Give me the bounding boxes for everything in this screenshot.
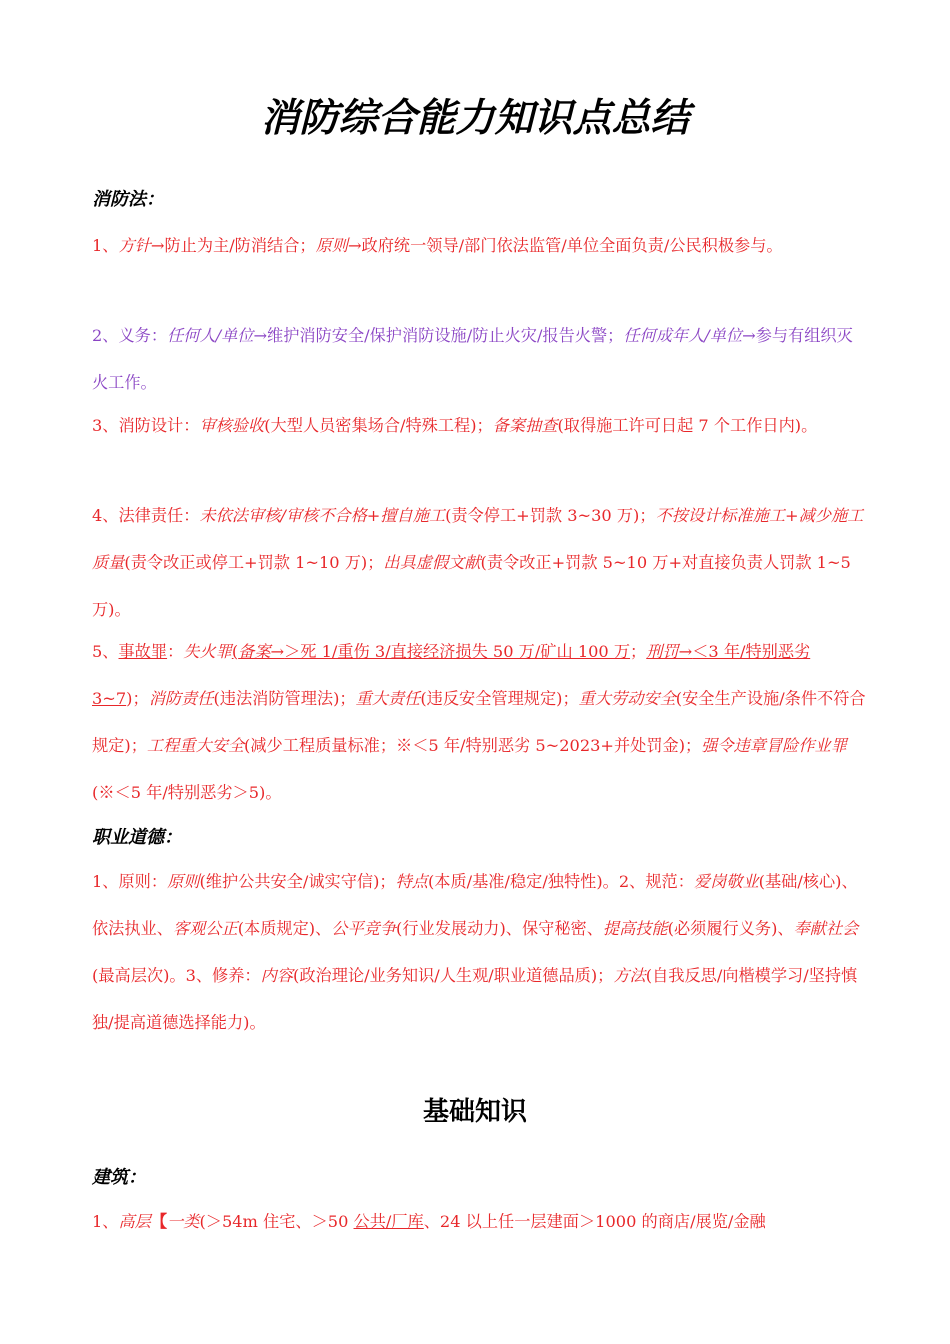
page-title: 消防综合能力知识点总结 (260, 96, 690, 141)
section-heading-fire-law: 消防法： (92, 189, 164, 210)
term: 不按设计标准施工+减少施工质量 (92, 506, 864, 572)
section-heading-basic: 基础知识 (422, 1097, 527, 1127)
term: 消防责任 (148, 689, 214, 708)
term: 备案抽查 (492, 416, 558, 435)
text: (责令停工+罚款 3~30 万)； (445, 506, 656, 525)
text: (政治理论/业务知识/人生观/职业道德品质)； (293, 966, 614, 985)
paragraph-7 (92, 1198, 872, 1245)
text: )； (126, 689, 149, 708)
text: (基础/核心)、依法执业、 (92, 872, 858, 938)
term: 方针→ (118, 236, 165, 255)
text: 公共/厂库 (353, 1212, 424, 1231)
term: 内容 (260, 966, 293, 985)
text: 【 (150, 1212, 168, 1231)
text: 政府统一领导/部门依法监管/单位全面负责/公民积极参与。 (361, 236, 783, 255)
term: 奉献社会 (793, 919, 859, 938)
term: 重大劳动安全 (578, 689, 676, 708)
term: 原则→ (315, 236, 362, 255)
paragraph-4 (92, 492, 868, 633)
section-heading-building: 建筑： (92, 1167, 146, 1188)
text: ： (167, 642, 184, 661)
text: 维护消防安全/保护消防设施/防止火灾/报告火警； (267, 326, 624, 345)
text: (＞54m 住宅、＞50 (199, 1212, 354, 1231)
text: (安全生产设施/条件不符合规定)； (92, 689, 866, 755)
term: 客观公正 (172, 919, 238, 938)
term: 备案→ (238, 642, 285, 661)
item-number: 3、消防设计： (92, 416, 200, 435)
text: ( (231, 642, 239, 661)
text: (取得施工许可日起 7 个工作日内)。 (557, 416, 818, 435)
item-number: 1、 (92, 236, 119, 255)
term: 公平竞争 (331, 919, 397, 938)
paragraph-6 (92, 858, 868, 1046)
term: 特点 (395, 872, 428, 891)
term: 未依法审核/审核不合格+擅自施工 (199, 506, 446, 525)
term: 方法 (613, 966, 646, 985)
text: 防止为主/防消结合； (164, 236, 316, 255)
text: 、24 以上任一层建面＞1000 的商店/展览/金融 (423, 1212, 766, 1231)
text: (大型人员密集场合/特殊工程)； (264, 416, 493, 435)
term: 任何成年人/单位→ (623, 326, 756, 345)
item-number: 4、法律责任： (92, 506, 200, 525)
term: 提高技能 (602, 919, 668, 938)
paragraph-5 (92, 628, 868, 816)
text: ； (630, 642, 647, 661)
text: ＞死 1/重伤 3/直接经济损失 50 万/矿山 100 万 (284, 642, 631, 661)
text: 参与有组织灭火工作。 (92, 326, 853, 392)
text: (※＜5 年/特别恶劣＞5)。 (92, 783, 282, 802)
section-heading-ethics: 职业道德： (92, 827, 182, 848)
paragraph-3 (92, 402, 868, 449)
text: (责令改正或停工+罚款 1~10 万)； (124, 553, 384, 572)
term: 强令违章冒险作业罪 (701, 736, 847, 755)
term: 刑罚→ (646, 642, 693, 661)
term: 爱岗敬业 (693, 872, 759, 891)
item-number: 5、 (92, 642, 119, 661)
text: ＜3 年/特别恶劣 3~7 (92, 642, 811, 708)
term: 出具虚假文献 (383, 553, 481, 572)
term: 工程重大安全 (146, 736, 245, 755)
text: (本质/基准/稳定/独特性)。2、规范： (427, 872, 694, 891)
text: (本质规定)、 (237, 919, 332, 938)
term: 事故罪 (118, 642, 168, 661)
term: 高层 (118, 1212, 151, 1231)
term: 重大责任 (355, 689, 421, 708)
item-number: 1、 (92, 1212, 119, 1231)
text: (违反安全管理规定)； (420, 689, 579, 708)
text: (责令改正+罚款 5~10 万+对直接负责人罚款 1~5 万)。 (92, 553, 851, 619)
text: (自我反思/向楷模学习/坚持慎独/提高道德选择能力)。 (92, 966, 858, 1032)
term: 一类 (167, 1212, 200, 1231)
text: (减少工程质量标准；※＜5 年/特别恶劣 5~2023+并处罚金)； (244, 736, 702, 755)
text: (必须履行义务)、 (667, 919, 794, 938)
term: 审核验收 (199, 416, 265, 435)
item-number: 2、义务： (92, 326, 168, 345)
text: 1、原则： (92, 872, 168, 891)
paragraph-2 (92, 312, 868, 406)
term: 原则 (167, 872, 200, 891)
text: (维护公共安全/诚实守信)； (199, 872, 396, 891)
paragraph-1 (92, 222, 868, 269)
text: (行业发展动力)、保守秘密、 (396, 919, 603, 938)
text: (违法消防管理法)； (213, 689, 356, 708)
term: 任何人/单位→ (167, 326, 268, 345)
text: (最高层次)。3、修养： (92, 966, 261, 985)
term: 失火罪 (183, 642, 232, 661)
